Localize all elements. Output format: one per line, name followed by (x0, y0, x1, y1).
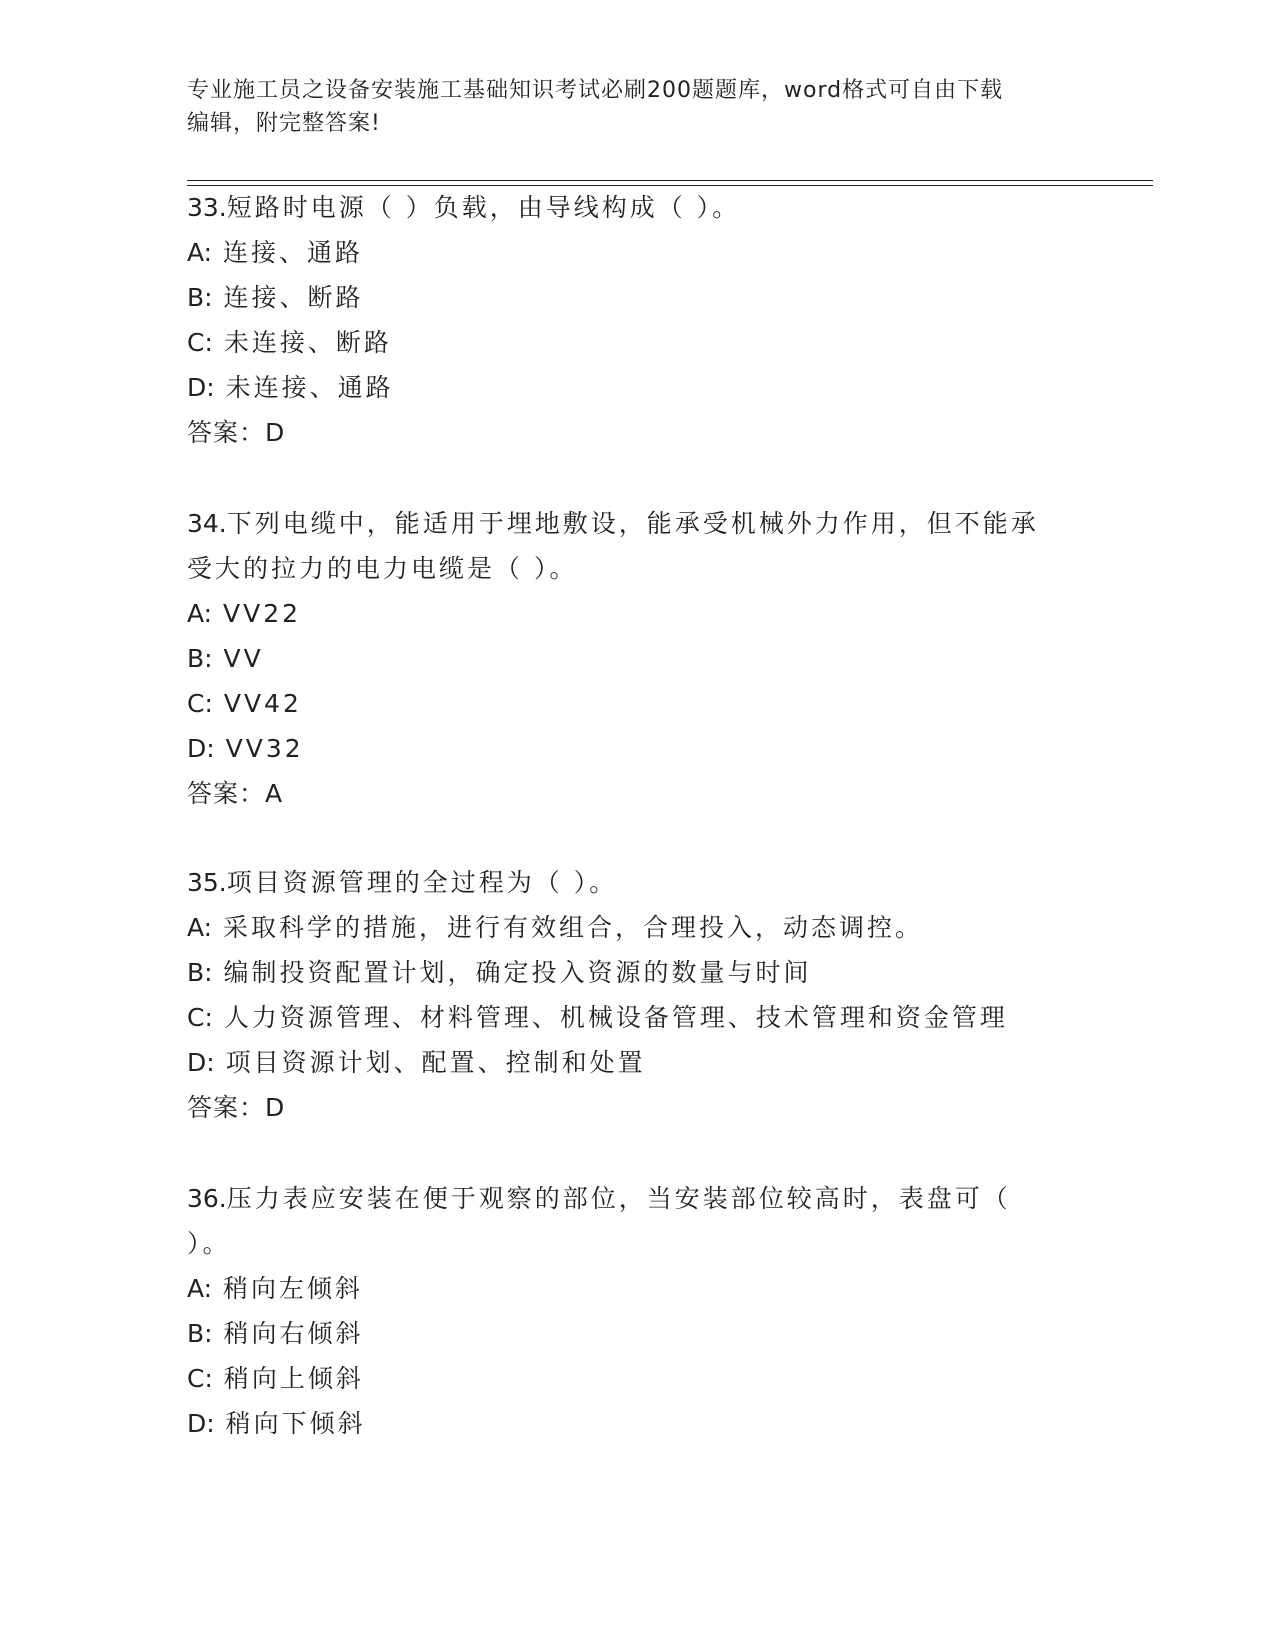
option-letter: D: (187, 734, 215, 763)
option-a (187, 230, 1087, 275)
option-a (187, 591, 1087, 636)
option-letter: D: (187, 1409, 215, 1438)
option-letter: C: (187, 689, 213, 718)
option-c (187, 995, 1087, 1040)
option-c (187, 681, 1087, 726)
option-letter: A: (187, 913, 213, 942)
option-d (187, 365, 1087, 410)
question-stem (187, 501, 1087, 546)
question-stem-line: 下列电缆中，能适用于埋地敷设，能承受机械外力作用，但不能承 (226, 509, 1039, 538)
option-c (187, 320, 1087, 365)
option-b (187, 950, 1087, 995)
option-letter: C: (187, 1364, 213, 1393)
option-letter: D: (187, 1048, 215, 1077)
option-text: 稍向下倾斜 (225, 1409, 366, 1438)
question-number: 33. (187, 193, 227, 222)
document-header (187, 74, 1067, 140)
question-stem-line: 短路时电源（ ）负载，由导线构成（ ）。 (226, 193, 741, 222)
option-a (187, 1266, 1087, 1311)
question-stem-line: 压力表应安装在便于观察的部位，当安装部位较高时，表盘可（ (226, 1184, 1011, 1213)
question-stem (187, 860, 1087, 905)
header-line-2: 编辑，附完整答案! (187, 111, 381, 136)
option-letter: B: (187, 644, 213, 673)
option-text: 项目资源计划、配置、控制和处置 (225, 1048, 646, 1077)
option-text: VV22 (223, 599, 302, 628)
option-text: 未连接、断路 (223, 328, 392, 357)
question-36 (187, 1176, 1087, 1446)
option-text: VV42 (223, 689, 302, 718)
option-b (187, 275, 1087, 320)
question-stem (187, 1176, 1087, 1221)
option-letter: C: (187, 1003, 213, 1032)
option-d (187, 1040, 1087, 1085)
option-text: 稍向上倾斜 (223, 1364, 364, 1393)
option-text: 未连接、通路 (225, 373, 394, 402)
option-text: 连接、断路 (223, 283, 364, 312)
option-letter: A: (187, 599, 213, 628)
question-stem-line: 项目资源管理的全过程为（ ）。 (226, 868, 618, 897)
option-letter: B: (187, 283, 213, 312)
question-stem-continued: ）。 (187, 1229, 231, 1258)
answer-line: 答案：D (187, 1093, 286, 1122)
option-letter: A: (187, 1274, 213, 1303)
option-letter: A: (187, 238, 213, 267)
option-text: 稍向左倾斜 (223, 1274, 364, 1303)
answer-line: 答案：D (187, 418, 286, 447)
question-35 (187, 860, 1087, 1130)
option-b (187, 1311, 1087, 1356)
question-33 (187, 185, 1087, 455)
option-letter: B: (187, 958, 213, 987)
option-text: 连接、通路 (223, 238, 364, 267)
question-number: 34. (187, 509, 227, 538)
option-d (187, 1401, 1087, 1446)
option-b (187, 636, 1087, 681)
option-d (187, 726, 1087, 771)
option-text: 人力资源管理、材料管理、机械设备管理、技术管理和资金管理 (223, 1003, 1008, 1032)
option-text: VV (223, 644, 264, 673)
option-text: 编制投资配置计划，确定投入资源的数量与时间 (223, 958, 812, 987)
option-text: 稍向右倾斜 (223, 1319, 364, 1348)
option-c (187, 1356, 1087, 1401)
question-number: 36. (187, 1184, 227, 1213)
option-letter: B: (187, 1319, 213, 1348)
header-divider (187, 180, 1153, 181)
question-34 (187, 501, 1087, 816)
header-line-1: 专业施工员之设备安装施工基础知识考试必刷200题题库，word格式可自由下载 (187, 78, 1004, 103)
option-text: 采取科学的措施，进行有效组合，合理投入，动态调控。 (223, 913, 924, 942)
question-stem-continued: 受大的拉力的电力电缆是（ ）。 (187, 554, 578, 583)
question-number: 35. (187, 868, 227, 897)
option-a (187, 905, 1087, 950)
option-text: VV32 (225, 734, 304, 763)
option-letter: D: (187, 373, 215, 402)
option-letter: C: (187, 328, 213, 357)
question-stem (187, 185, 1087, 230)
answer-line: 答案：A (187, 779, 284, 808)
